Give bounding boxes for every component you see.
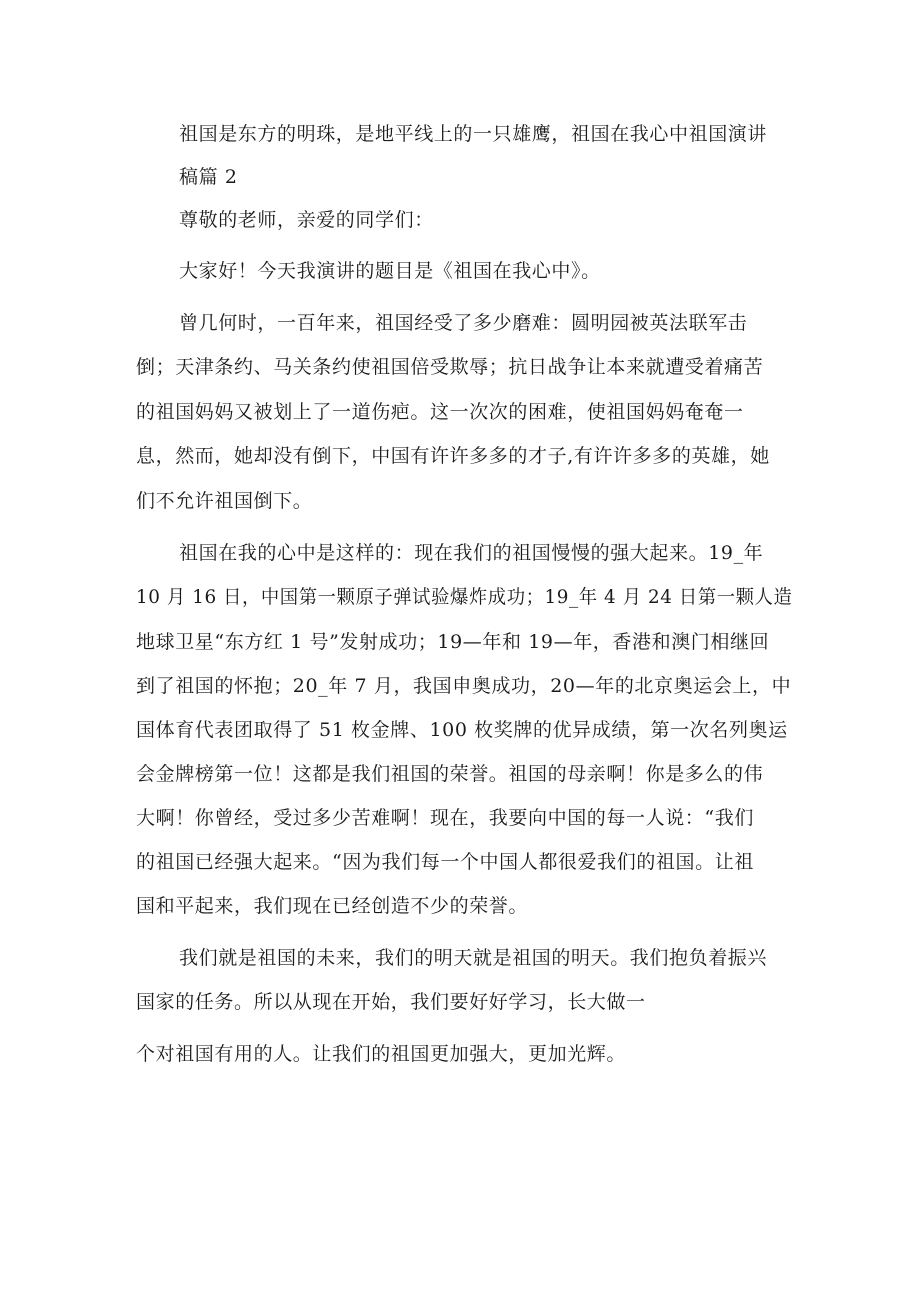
paragraph-1-line-3: 的祖国妈妈又被划上了一道伤疤。这一次次的困难，使祖国妈妈奄奄一 <box>136 401 744 423</box>
paragraph-2-line-3: 地球卫星“东方红 1 号”发射成功；19—年和 19—年，香港和澳门相继回 <box>136 631 770 653</box>
paragraph-2-line-5: 国体育代表团取得了 51 枚金牌、100 枚奖牌的优异成绩，第一次名列奥运 <box>136 719 788 741</box>
title-line-1: 祖国是东方的明珠，是地平线上的一只雄鹰，祖国在我心中祖国演讲 <box>179 123 768 145</box>
paragraph-2-line-9: 国和平起来，我们现在已经创造不少的荣誉。 <box>136 895 529 917</box>
salutation: 尊敬的老师，亲爱的同学们： <box>179 209 434 231</box>
paragraph-3-line-1: 我们就是祖国的未来，我们的明天就是祖国的明天。我们抱负着振兴 <box>179 947 768 969</box>
paragraph-3-line-3: 个对祖国有用的人。让我们的祖国更加强大，更加光辉。 <box>136 1043 627 1065</box>
paragraph-2-line-8: 的祖国已经强大起来。“因为我们每一个中国人都很爱我们的祖国。让祖 <box>136 851 754 873</box>
paragraph-1-line-1: 曾几何时，一百年来，祖国经受了多少磨难：圆明园被英法联军击 <box>179 312 748 334</box>
paragraph-1-line-4: 息，然而，她却没有倒下，中国有许许多多的才子,有许许多多的英雄，她 <box>136 445 770 467</box>
paragraph-3-line-2: 国家的任务。所以从现在开始，我们要好好学习，长大做一 <box>136 991 646 1013</box>
greeting: 大家好！今天我演讲的题目是《祖国在我心中》。 <box>179 260 601 282</box>
paragraph-2-line-6: 会金牌榜第一位！这都是我们祖国的荣誉。祖国的母亲啊！你是多么的伟 <box>136 763 764 785</box>
paragraph-2-line-4: 到了祖国的怀抱；20_年 7 月，我国申奥成功，20—年的北京奥运会上，中 <box>136 675 792 697</box>
paragraph-2-line-7: 大啊！你曾经，受过多少苦难啊！现在，我要向中国的每一人说：“我们 <box>136 807 754 829</box>
paragraph-1-line-2: 倒；天津条约、马关条约使祖国倍受欺辱；抗日战争让本来就遭受着痛苦 <box>136 356 764 378</box>
paragraph-2-line-1: 祖国在我的心中是这样的：现在我们的祖国慢慢的强大起来。19_年 <box>179 542 764 564</box>
paragraph-1-line-5: 们不允许祖国倒下。 <box>136 490 313 512</box>
paragraph-2-line-2: 10 月 16 日，中国第一颗原子弹试验爆炸成功；19_年 4 月 24 日第一颗人造 <box>136 586 793 608</box>
title-line-2: 稿篇 2 <box>179 166 238 188</box>
